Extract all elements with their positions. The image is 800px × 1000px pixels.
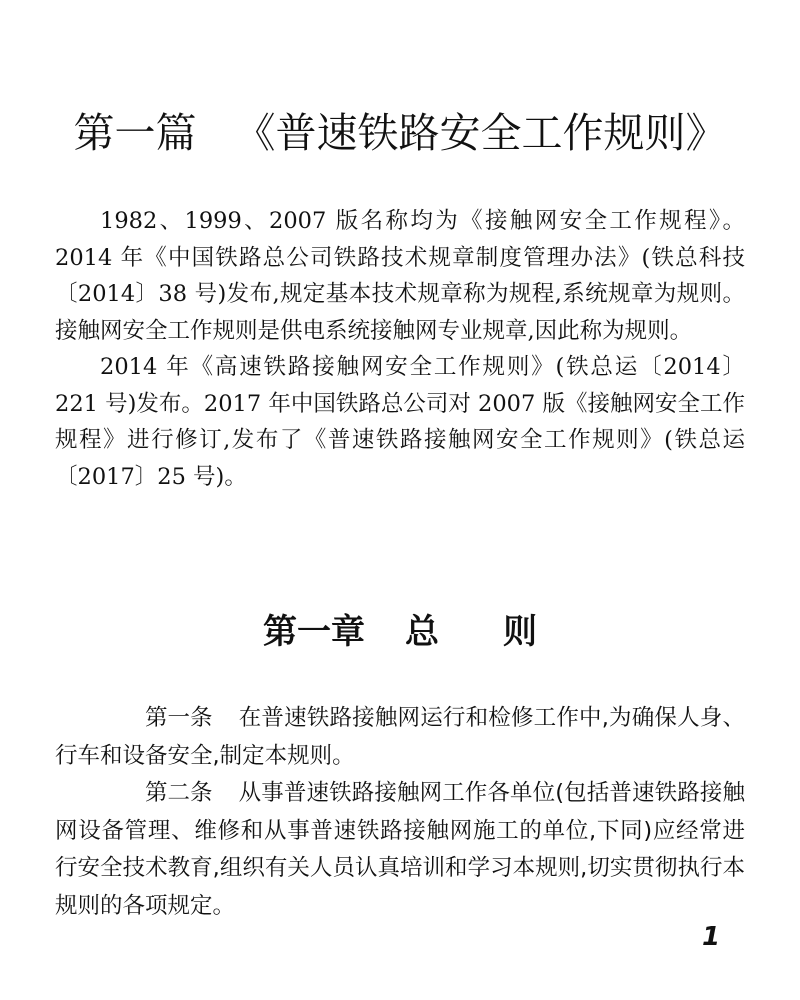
article-number: 第二条 (145, 780, 213, 806)
chapter-title (0, 604, 800, 653)
part-name: 《普速铁路安全工作规则》 (234, 109, 727, 157)
intro-section (55, 203, 745, 495)
intro-paragraph: 2014 年《高速铁路接触网安全工作规则》(铁总运〔2014〕221 号)发布。2017 年中国铁路总公司对 2007 版《接触网安全工作规程》进行修订,发布了《普速铁路接触网安全工作规则》(铁总运〔2017〕25 号)。 (55, 354, 745, 490)
page-number: 1 (702, 922, 721, 952)
article-number: 第一条 (145, 705, 213, 731)
article-text: 从事普速铁路接触网工作各单位(包括普速铁路接触网设备管理、维修和从事普速铁路接触网施工的单位,下同)应经常进行安全技术教育,组织有关人员认真培训和学习本规则,切实贯彻执行本规则的各项规定。 (55, 780, 745, 919)
intro-paragraph: 1982、1999、2007 版名称均为《接触网安全工作规程》。2014 年《中国铁路总公司铁路技术规章制度管理办法》(铁总科技〔2014〕38 号)发布,规定基本技术规章称为规程,系统规章为规则。接触网安全工作规则是供电系统接触网专业规章,因此称为规则。 (55, 208, 745, 344)
chapter-label: 第一章 (263, 612, 365, 652)
chapter-name-part1: 总 (405, 612, 439, 652)
article (55, 775, 745, 925)
article-text: 在普速铁路接触网运行和检修工作中,为确保人身、行车和设备安全,制定本规则。 (55, 705, 745, 769)
article (55, 700, 745, 775)
part-label: 第一篇 (73, 109, 197, 157)
chapter-name-part2: 则 (503, 612, 537, 652)
articles-section (55, 700, 745, 925)
part-title (0, 100, 800, 159)
